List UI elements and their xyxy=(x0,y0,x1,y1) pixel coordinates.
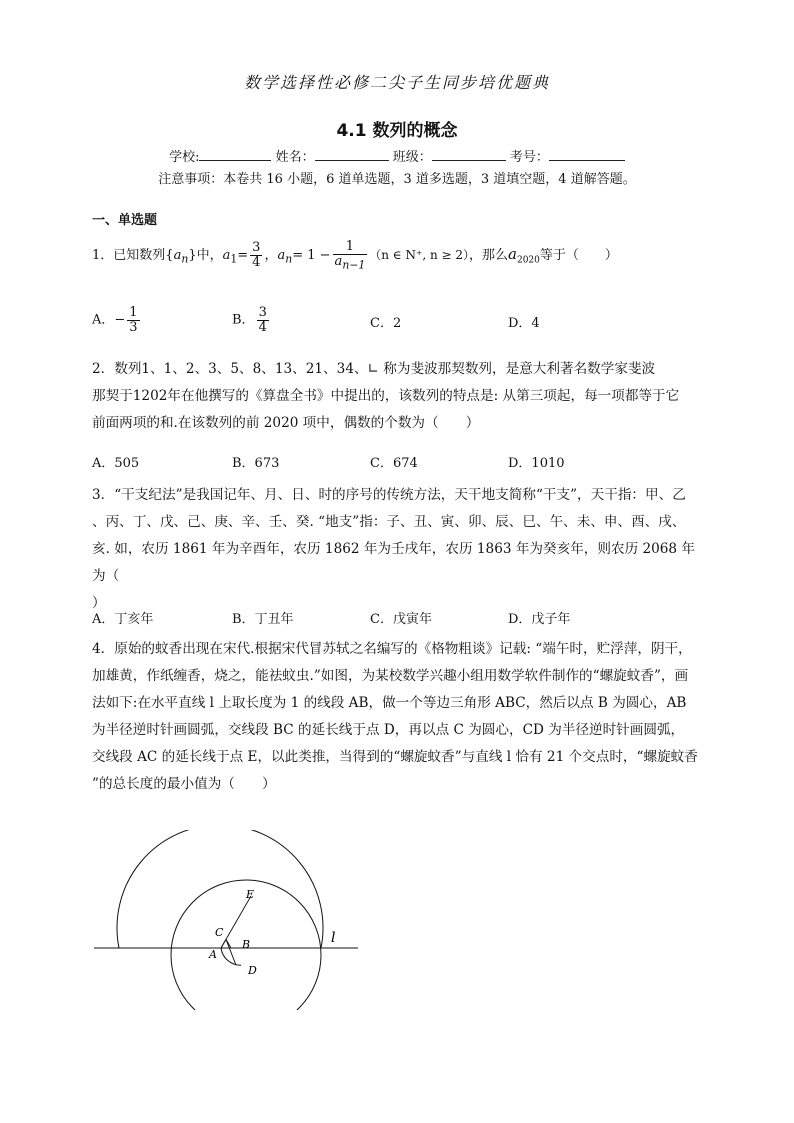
q2-option-c[interactable]: C．674 xyxy=(370,456,418,471)
notice: 注意事项：本卷共 16 小题，6 道单选题，3 道多选题，3 道填空题，4 道解答题。 xyxy=(158,172,636,187)
q1-frac2-den: a xyxy=(334,253,343,269)
label-d: D xyxy=(248,964,257,977)
school-label: 学校: xyxy=(169,150,200,165)
class-label: 班级： xyxy=(392,150,432,165)
q1-option-b-den: 4 xyxy=(258,319,267,335)
question-2-stem xyxy=(92,356,704,437)
q1-frac2-den-sub: n−1 xyxy=(342,258,366,272)
school-blank[interactable] xyxy=(199,148,271,161)
q1-fraction-recursive xyxy=(333,240,368,271)
q1-option-c[interactable]: C．2 xyxy=(370,316,402,331)
segment-cd xyxy=(226,939,236,965)
exam-no-label: 考号： xyxy=(509,150,549,165)
q1-option-a-label: A．− xyxy=(92,312,126,328)
student-info-line xyxy=(0,146,794,165)
q3-line: 3．“干支纪法”是我国记年、月、日、时的序号的传统方法，天干地支简称“干支”，天干指：甲、乙 xyxy=(92,487,686,503)
spiral-coil-figure xyxy=(80,830,380,1010)
q1-frac1-num: 3 xyxy=(252,240,261,256)
q1-an: a xyxy=(277,247,286,263)
q1-a1: a xyxy=(222,247,231,263)
q1-option-b-num: 3 xyxy=(258,305,267,320)
q1-condition: （n ∈ N⁺, n ≥ 2） xyxy=(369,247,470,262)
q1-fraction-3-4 xyxy=(250,241,262,269)
q2-option-d[interactable]: D．1010 xyxy=(508,456,565,471)
label-l: l xyxy=(331,930,336,946)
q4-line: 法如下:在水平直线 l 上取长度为 1 的线段 AB，做一个等边三角形 ABC，然后以点 B 为圆心，AB xyxy=(92,695,687,711)
q3-option-a[interactable]: A．丁亥年 xyxy=(92,612,154,627)
q3-line: 、丙、丁、戊、己、庚、辛、壬、癸. “地支”指：子、丑、寅、卯、辰、巳、午、未、申、酉、戌、 xyxy=(92,514,686,530)
q4-line: 交线段 AC 的延长线于点 E，以此类推，当得到的“螺旋蚊香”与直线 l 恰有 21 个交点时，“螺旋蚊香 xyxy=(92,749,698,765)
q3-option-b[interactable]: B．丁丑年 xyxy=(232,612,294,627)
q1-frac2-num: 1 xyxy=(333,240,368,255)
q2-line: 2．数列1、1、2、3、5、8、13、21、34、∟ 称为斐波那契数列，是意大利著名数学家斐波 xyxy=(92,361,656,377)
question-3-stem xyxy=(92,482,704,617)
q1-target: a xyxy=(508,244,517,263)
q2-line: 那契于1202年在他撰写的《算盘全书》中提出的，该数列的特点是: 从第三项起，每一项都等于它 xyxy=(92,388,680,404)
q3-line: 亥. 如，农历 1861 年为辛酉年，农历 1862 年为壬戌年，农历 1863 年为癸亥年，则农历 2068 年为（ xyxy=(92,541,695,584)
q1-option-a[interactable] xyxy=(92,306,142,334)
question-4-stem xyxy=(92,636,704,798)
q1-sep: ， xyxy=(264,247,278,263)
q1-number: 1．已知数列 xyxy=(92,247,166,263)
q2-line: 前面两项的和.在该数列的前 2020 项中，偶数的个数为（ ） xyxy=(92,415,480,431)
q4-line: 为半径逆时针画圆弧，交线段 BC 的延长线于点 D，再以点 C 为圆心，CD 为半径逆时针画圆弧， xyxy=(92,722,685,738)
q3-line: ） xyxy=(92,595,106,611)
q1-option-b-label: B． xyxy=(232,312,255,328)
section-title: 一、单选题 xyxy=(92,213,158,228)
question-1-stem: 1．已知数列$\{a_n\}$中，$a_1=$ $\frac{3}{4}$ ，$a_n= 1$ − $\frac{1}{a_{n-1}}$ （n ∈ N⁺, n ≥ 2），那么$a_{2020}$等于（ ） xyxy=(92,239,618,272)
q4-line: ”的总长度的最小值为（ ） xyxy=(92,776,276,792)
q1-eq: = xyxy=(237,247,249,263)
triangle-abc xyxy=(221,939,231,948)
q2-option-a[interactable]: A．505 xyxy=(92,456,140,471)
q1-frac1-den: 4 xyxy=(252,254,261,270)
q1-an-sub: n xyxy=(285,252,293,266)
exam-no-blank[interactable] xyxy=(549,148,625,161)
document-title: 4.1 数列的概念 xyxy=(336,121,458,141)
q3-option-d[interactable]: D．戊子年 xyxy=(508,612,571,627)
q1-eq2: = 1 − xyxy=(292,247,331,263)
q1-a1-sub: 1 xyxy=(230,252,238,266)
q1-option-b[interactable] xyxy=(232,306,271,334)
q1-seq-sub: n xyxy=(181,252,189,266)
q1-target-sub: 2020 xyxy=(516,255,540,266)
q1-question: 等于（ ） xyxy=(539,247,618,263)
q1-tail: ，那么 xyxy=(469,247,509,263)
q1-seq: a xyxy=(173,247,182,263)
q4-line: 4．原始的蚊香出现在宋代.根据宋代冒苏轼之名编写的《格物粗谈》记载: “端午时，贮浮萍，阴干， xyxy=(92,641,692,657)
arc-ad xyxy=(221,948,241,965)
q2-option-b[interactable]: B．673 xyxy=(232,456,280,471)
label-a: A xyxy=(209,948,217,961)
q3-option-c[interactable]: C．戊寅年 xyxy=(370,612,432,627)
label-e: E xyxy=(246,888,255,901)
label-b: B xyxy=(242,938,251,951)
q1-option-a-num: 1 xyxy=(129,305,138,320)
label-c: C xyxy=(215,926,224,939)
q1-text-mid: 中， xyxy=(196,247,223,263)
series-title: 数学选择性必修二尖子生同步培优题典 xyxy=(243,73,550,92)
name-blank[interactable] xyxy=(315,148,389,161)
q4-line: 加雄黄，作纸缠香，烧之，能祛蚊虫.”如图，为某校数学兴趣小组用数学软件制作的“螺旋蚊香”，画 xyxy=(92,668,689,684)
name-label: 姓名： xyxy=(275,150,315,165)
q1-option-d[interactable]: D．4 xyxy=(508,316,540,331)
class-blank[interactable] xyxy=(432,148,506,161)
q1-option-a-den: 3 xyxy=(129,319,138,335)
